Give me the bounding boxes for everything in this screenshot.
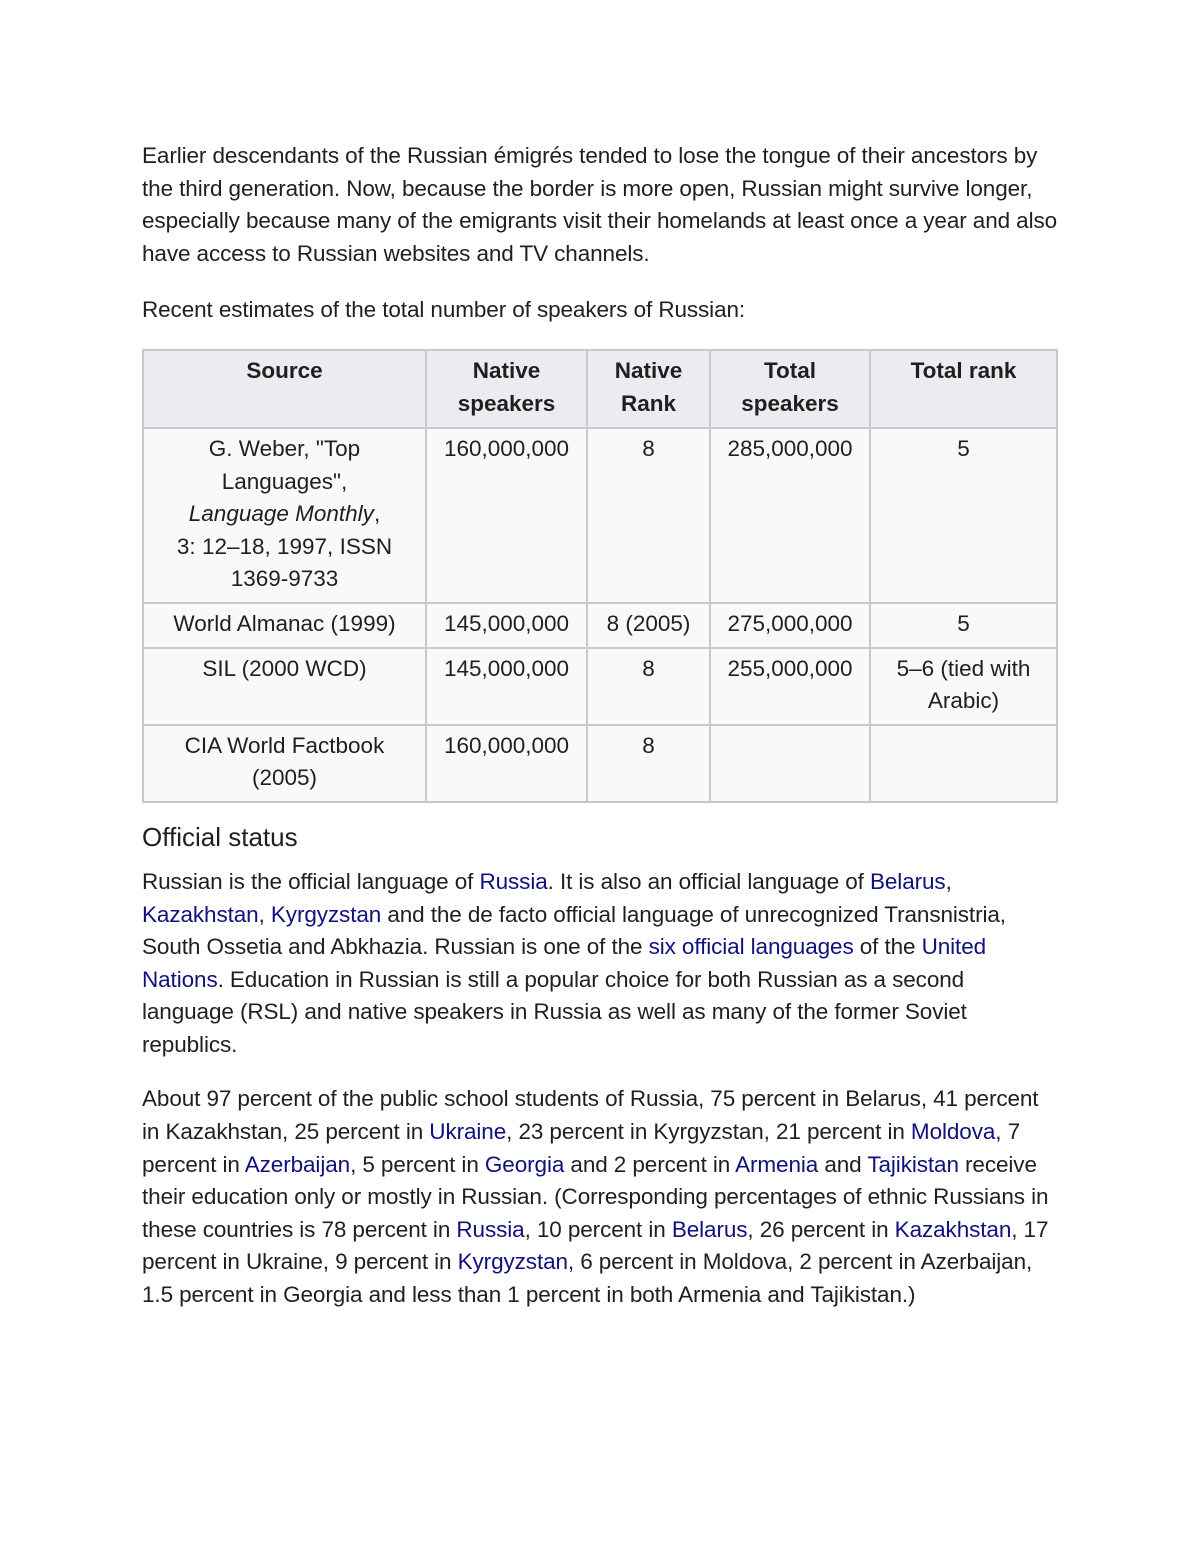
table-row — [143, 603, 1057, 648]
education-paragraph — [142, 1083, 1058, 1311]
cell-native-rank: 8 — [587, 725, 710, 802]
text-run: , — [945, 868, 952, 894]
header-total-speakers: Total speakers — [710, 350, 870, 428]
text-run: and the de facto official language of unrecognized Transnistria, South Ossetia and Abkhazia. Russian is one of the — [142, 901, 1006, 960]
link-belarus[interactable]: Belarus — [671, 1216, 748, 1242]
link-kazakhstan[interactable]: Kazakhstan — [142, 901, 259, 927]
link-kyrgyzstan[interactable]: Kyrgyzstan — [457, 1249, 568, 1275]
header-total-rank: Total rank — [870, 350, 1057, 428]
text-run: and — [818, 1151, 868, 1177]
text-run: Russian is the official language of — [142, 868, 480, 894]
text-run: , 7 percent in — [142, 1119, 1020, 1177]
text-run: , 6 percent in Moldova, 2 percent in Azerbaijan, 1.5 percent in Georgia and less than 1 percent in both Armenia and Tajikistan.) — [142, 1249, 1033, 1308]
cell-native-speakers: 145,000,000 — [426, 648, 587, 725]
table-header-row — [143, 350, 1057, 428]
cell-source: SIL (2000 WCD) — [143, 648, 426, 725]
text-run: , 5 percent in — [350, 1151, 485, 1177]
text-run: of the — [853, 934, 922, 960]
text-run: receive their education only or mostly in Russian. (Corresponding percentages of ethnic Russians in these countries is 78 percent in — [142, 1151, 1049, 1242]
intro-paragraph: Earlier descendants of the Russian émigrés tended to lose the tongue of their ancestors by the third generation. Now, because the border is more open, Russian might survive longer, especially because many of the emigrants visit their homelands at least once a year and also have access to Russian websites and TV channels. — [142, 143, 1058, 266]
source-publication: Language Monthly — [188, 501, 374, 527]
cell-total-speakers: 255,000,000 — [710, 648, 870, 725]
cell-total-speakers: 275,000,000 — [710, 603, 870, 648]
cell-native-speakers: 160,000,000 — [426, 725, 587, 802]
link-moldova[interactable]: Moldova — [910, 1119, 996, 1145]
link-armenia[interactable]: Armenia — [735, 1151, 819, 1177]
cell-total-rank — [870, 725, 1057, 802]
cell-source: CIA World Factbook (2005) — [143, 725, 426, 802]
link-belarus[interactable]: Belarus — [869, 868, 946, 894]
source-title: G. Weber, "Top Languages", — [208, 435, 361, 494]
header-native-rank: Native Rank — [587, 350, 710, 428]
link-kazakhstan[interactable]: Kazakhstan — [894, 1216, 1012, 1242]
text-run: . It is also an official language of — [547, 868, 870, 894]
link-ukraine[interactable]: Ukraine — [429, 1119, 507, 1145]
speakers-table — [142, 349, 1058, 803]
cell-source: World Almanac (1999) — [143, 603, 426, 648]
header-native-speakers: Native speakers — [426, 350, 587, 428]
cell-native-rank: 8 — [587, 428, 710, 603]
link-tajikistan[interactable]: Tajikistan — [867, 1151, 959, 1177]
link-russia[interactable]: Russia — [479, 868, 548, 894]
cell-total-speakers — [710, 725, 870, 802]
cell-source — [143, 428, 426, 603]
text-run: About 97 percent of the public school students of Russia, 75 percent in Belarus, 41 percent in Kazakhstan, 25 percent in — [142, 1086, 1039, 1145]
cell-native-rank: 8 (2005) — [587, 603, 710, 648]
cell-native-speakers: 145,000,000 — [426, 603, 587, 648]
table-lead-paragraph: Recent estimates of the total number of speakers of Russian: — [142, 297, 746, 323]
cell-total-rank: 5 — [870, 428, 1057, 603]
text-run: , 23 percent in Kyrgyzstan, 21 percent in — [506, 1119, 911, 1145]
link-georgia[interactable]: Georgia — [484, 1151, 565, 1177]
source-details: 3: 12–18, 1997, ISSN 1369-9733 — [176, 533, 393, 592]
text-run: , 17 percent in Ukraine, 9 percent in — [142, 1216, 1049, 1275]
text-run: . Education in Russian is still a popular choice for both Russian as a second language (RSL) and native speakers in Russia as well as many of the former Soviet republics. — [142, 966, 967, 1057]
text-run: and 2 percent in — [564, 1151, 736, 1177]
link-kyrgyzstan[interactable]: Kyrgyzstan — [270, 901, 382, 927]
official-status-paragraph — [142, 866, 1058, 1062]
link-six-official-languages[interactable]: six official languages — [648, 934, 854, 960]
text-run: , 26 percent in — [747, 1216, 895, 1242]
cell-total-rank: 5 — [870, 603, 1057, 648]
table-row — [143, 648, 1057, 725]
cell-total-rank: 5–6 (tied with Arabic) — [870, 648, 1057, 725]
cell-total-speakers: 285,000,000 — [710, 428, 870, 603]
source-comma: , — [373, 501, 381, 527]
cell-native-rank: 8 — [587, 648, 710, 725]
table-row — [143, 428, 1057, 603]
cell-native-speakers: 160,000,000 — [426, 428, 587, 603]
link-azerbaijan[interactable]: Azerbaijan — [244, 1151, 351, 1177]
text-run: , 10 percent in — [524, 1216, 672, 1242]
header-source: Source — [143, 350, 426, 428]
link-united-nations[interactable]: United Nations — [142, 934, 987, 992]
link-russia[interactable]: Russia — [456, 1216, 525, 1242]
section-heading-official-status: Official status — [142, 821, 298, 852]
text-run: , — [258, 901, 271, 927]
table-row — [143, 725, 1057, 802]
